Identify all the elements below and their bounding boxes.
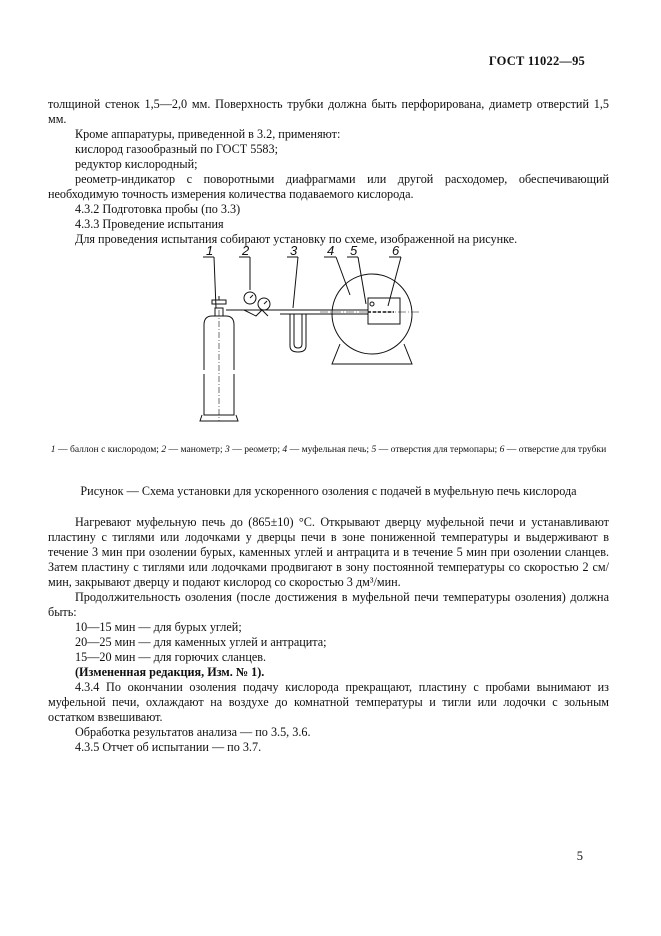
paragraph: Нагревают муфельную печь до (865±10) °С. Открывают дверцу муфельной печи и устанавливают пластину с тиглями или лодочками у дверцы печи в зоне пониженной температуры и выдерживают в течение 3 мин при озолении бурых, каменных углей и антрацита и в течение 5 мин при озолении сланцев. Затем пластину с тиглями или лодочками продвигают в зону постоянной температуры со скоростью 2 см/мин, закрывают дверцу и подают кислород со скоростью 3 дм³/мин. [48,515,609,589]
paragraph: 4.3.4 По окончании озоления подачу кислорода прекращают, пластину с пробами вынимают из муфельной печи, охлаждают на воздухе до комнатной температуры и тигли или лодочки с зольным остатком взвешивают. [48,680,609,724]
muffle-furnace [320,274,420,364]
label-5: 5 [350,243,358,258]
list-item: 20—25 мин — для каменных углей и антрацита; [75,635,327,649]
paragraph: толщиной стенок 1,5—2,0 мм. Поверхность трубки должна быть перфорирована, диаметр отверстий 1,5 мм. [48,97,609,126]
oxygen-cylinder [200,296,238,421]
paragraph: Кроме аппаратуры, приведенной в 3.2, применяют: [75,127,341,141]
paragraph: реометр-индикатор с поворотными диафрагмами или другой расходомер, обеспечивающий необходимую точность измерения количества подаваемого кислорода. [48,172,609,201]
document-header: ГОСТ 11022—95 [488,54,585,68]
intro-text [48,97,609,247]
paragraph: Продолжительность озоления (после достижения в муфельной печи температуры озоления) должна быть: [48,590,609,619]
rheometer [280,310,320,352]
label-4: 4 [327,243,335,258]
apparatus-diagram [180,240,450,430]
label-3: 3 [290,243,298,258]
paragraph: кислород газообразный по ГОСТ 5583; [75,142,278,156]
leader-lines [203,257,401,308]
label-6: 6 [392,243,400,258]
list-item: 10—15 мин — для бурых углей; [75,620,242,634]
body-text [48,515,609,755]
list-item: 15—20 мин — для горючих сланцев. [75,650,267,664]
label-2: 2 [242,243,250,258]
manometer [226,292,284,316]
page-number: 5 [576,849,583,863]
paragraph: 4.3.5 Отчет об испытании — по 3.7. [75,740,262,754]
amendment-note: (Измененная редакция, Изм. № 1). [75,665,265,679]
section-heading: 4.3.3 Проведение испытания [75,217,224,231]
figure-legend: 1 — баллон с кислородом; 2 — манометр; 3 — реометр; 4 — муфельная печь; 5 — отверстия для термопары; 6 — отверстие для трубки [50,444,607,455]
paragraph: Обработка результатов анализа — по 3.5, 3.6. [75,725,311,739]
section-heading: 4.3.2 Подготовка пробы (по 3.3) [75,202,241,216]
label-1: 1 [206,243,214,258]
paragraph: Для проведения испытания собирают установку по схеме, изображенной на рисунке. [75,232,518,246]
paragraph: редуктор кислородный; [75,157,198,171]
figure-caption: Рисунок — Схема установки для ускоренного озоления с подачей в муфельную печь кислорода [80,484,577,498]
